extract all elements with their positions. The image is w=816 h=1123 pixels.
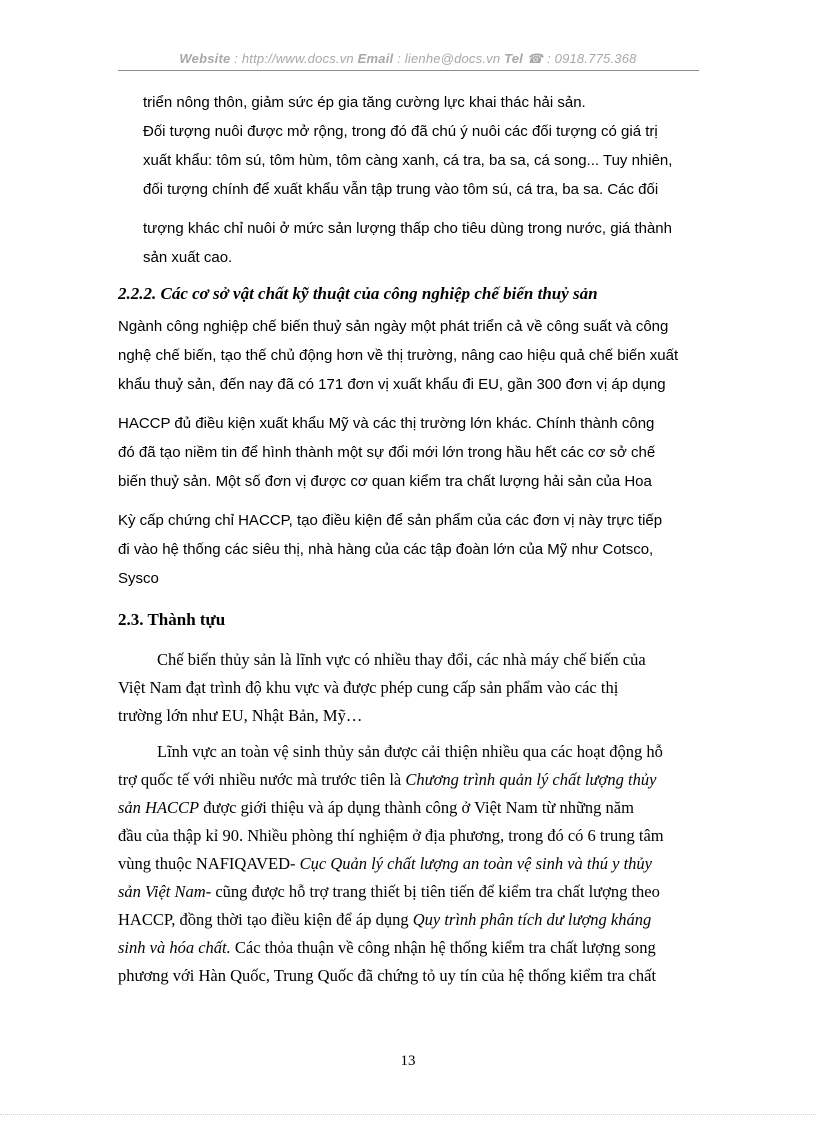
text-line: sản xuất cao. <box>143 249 233 266</box>
text-line: Chế biến thủy sản là lĩnh vực có nhiều thay đổi, các nhà máy chế biến của <box>157 650 646 669</box>
text-line: phương với Hàn Quốc, Trung Quốc đã chứng tỏ uy tín của hệ thống kiểm tra chất <box>118 966 657 985</box>
header-rule <box>118 70 699 71</box>
text-line: sinh và hóa chất. Các thỏa thuận về công nhận hệ thống kiểm tra chất lượng song <box>118 938 656 957</box>
text-line: Lĩnh vực an toàn vệ sinh thủy sản được cải thiện nhiều qua các hoạt động hỗ <box>157 742 663 761</box>
text-line: trường lớn như EU, Nhật Bản, Mỹ… <box>118 706 363 725</box>
text-line: đầu của thập kỉ 90. Nhiều phòng thí nghiệm ở địa phương, trong đó có 6 trung tâm <box>118 826 664 845</box>
email-value: : lienhe@docs.vn <box>393 51 505 66</box>
italic-term: sản HACCP <box>118 798 200 817</box>
text-line: nghệ chế biến, tạo thế chủ động hơn về thị trường, nâng cao hiệu quả chế biến xuất <box>118 347 679 364</box>
text-line: tượng khác chỉ nuôi ở mức sản lượng thấp cho tiêu dùng trong nước, giá thành <box>143 220 672 237</box>
page-number: 13 <box>400 1053 416 1069</box>
text-line: xuất khẩu: tôm sú, tôm hùm, tôm càng xanh, cá tra, ba sa, cá song... Tuy nhiên, <box>143 152 673 169</box>
section-heading-2-2-2: 2.2.2. Các cơ sở vật chất kỹ thuật của công nghiệp chế biến thuỷ sản <box>118 284 598 303</box>
website-label: Website <box>179 51 231 66</box>
section-heading-2-3: 2.3. Thành tựu <box>118 610 226 629</box>
text-line: Việt Nam đạt trình độ khu vực và được phép cung cấp sản phẩm vào các thị <box>118 678 619 697</box>
italic-term: Chương trình quản lý chất lượng thủy <box>405 770 657 789</box>
page-bottom-border <box>0 1114 816 1115</box>
email-label: Email <box>357 51 394 66</box>
italic-term: Quy trình phân tích dư lượng kháng <box>412 910 652 929</box>
tel-value: ☎ : 0918.775.368 <box>523 51 637 66</box>
text-line: HACCP đủ điều kiện xuất khẩu Mỹ và các thị trường lớn khác. Chính thành công <box>118 415 655 432</box>
italic-term: Cục Quản lý chất lượng an toàn vệ sinh và thú y thủy <box>299 854 652 873</box>
text-line: đối tượng chính để xuất khẩu vẫn tập trung vào tôm sú, cá tra, ba sa. Các đối <box>143 181 659 198</box>
italic-term: sản Việt Nam <box>118 882 206 901</box>
text-line: vùng thuộc NAFIQAVED- Cục Quản lý chất lượng an toàn vệ sinh và thú y thủy <box>118 854 652 873</box>
text-line: đi vào hệ thống các siêu thị, nhà hàng của các tập đoàn lớn của Mỹ như Cotsco, <box>118 541 654 558</box>
text-line: đó đã tạo niềm tin để hình thành một sự đổi mới lớn trong hầu hết các cơ sở chế <box>118 444 656 461</box>
tel-label: Tel <box>504 51 523 66</box>
text-line: biến thuỷ sản. Một số đơn vị được cơ quan kiểm tra chất lượng hải sản của Hoa <box>118 473 652 490</box>
page-header <box>118 51 698 67</box>
text-line: triển nông thôn, giảm sức ép gia tăng cường lực khai thác hải sản. <box>143 94 586 111</box>
text-line: trợ quốc tế với nhiều nước mà trước tiên là Chương trình quản lý chất lượng thủy <box>118 770 657 789</box>
text-line: Kỳ cấp chứng chỉ HACCP, tạo điều kiện để sản phẩm của các đơn vị này trực tiếp <box>118 512 663 529</box>
italic-term: sinh và hóa chất. <box>118 938 231 957</box>
text-line: sản HACCP được giới thiệu và áp dụng thành công ở Việt Nam từ những năm <box>118 798 634 817</box>
text-line: Ngành công nghiệp chế biến thuỷ sản ngày một phát triển cả về công suất và công <box>118 318 669 335</box>
text-line: sản Việt Nam- cũng được hỗ trợ trang thiết bị tiên tiến để kiểm tra chất lượng theo <box>118 882 660 901</box>
text-line: Đối tượng nuôi được mở rộng, trong đó đã chú ý nuôi các đối tượng có giá trị <box>143 123 658 140</box>
text-line: khẩu thuỷ sản, đến nay đã có 171 đơn vị xuất khẩu đi EU, gần 300 đơn vị áp dụng <box>118 376 666 393</box>
text-line: Sysco <box>118 570 159 587</box>
text-line: HACCP, đồng thời tạo điều kiện để áp dụng Quy trình phân tích dư lượng kháng <box>118 910 652 929</box>
website-value: : http://www.docs.vn <box>230 51 358 66</box>
